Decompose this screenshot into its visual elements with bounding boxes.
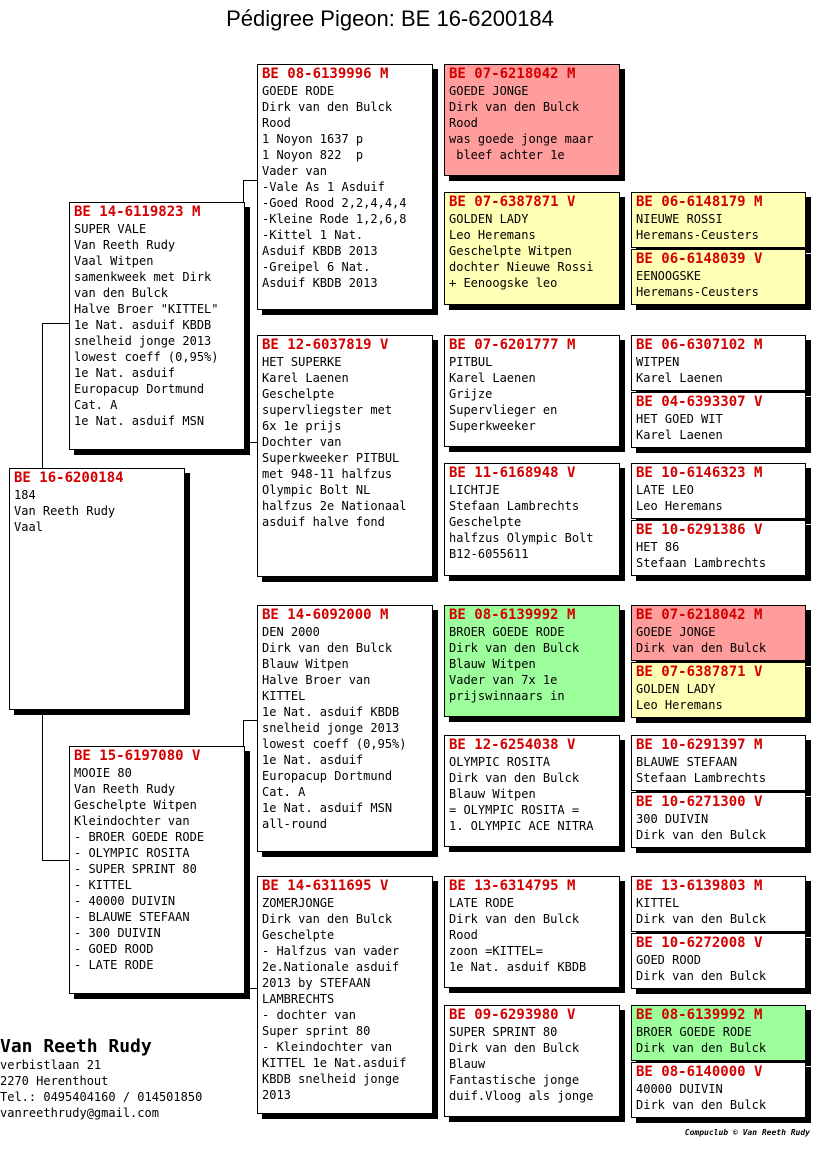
detail-line: met 948-11 halfzus	[262, 467, 393, 481]
detail-line: HET GOED WIT	[636, 412, 723, 426]
card-details	[636, 681, 801, 713]
owner-block	[0, 1036, 202, 1121]
connector-line	[622, 763, 623, 820]
connector-line	[243, 442, 258, 443]
detail-line: duif.Vloog als jonge	[449, 1089, 594, 1103]
detail-line: -Kleine Rode 1,2,6,8	[262, 212, 407, 226]
detail-line: WITPEN	[636, 355, 680, 369]
detail-line: 300 DUIVIN	[636, 812, 709, 826]
detail-line: Leo Heremans	[636, 499, 723, 513]
pigeon-card-g10	[631, 792, 806, 848]
detail-line: Olympic Bolt NL	[262, 483, 371, 497]
detail-line: SUPER SPRINT 80	[449, 1025, 558, 1039]
detail-line: GOED ROOD	[636, 953, 702, 967]
detail-line: Karel Laenen	[449, 371, 536, 385]
detail-line: - Halfzus van vader	[262, 944, 400, 958]
detail-line: 2e.Nationale asduif	[262, 960, 400, 974]
connector-line	[622, 362, 623, 419]
connector-line	[42, 323, 43, 468]
detail-line: Dirk van den Bulck	[636, 1098, 767, 1112]
card-details	[636, 1081, 801, 1113]
detail-line: 1 Noyon 822 p	[262, 148, 364, 162]
connector-line	[42, 710, 43, 860]
card-details	[636, 895, 801, 927]
card-details	[636, 268, 801, 300]
detail-line: Stefaan Lambrechts	[636, 771, 767, 785]
pigeon-card-sss	[444, 64, 620, 176]
detail-line: Van Reeth Rudy	[14, 504, 116, 518]
detail-line: KITTEL	[262, 689, 306, 703]
pigeon-card-dsd	[444, 735, 620, 847]
connector-line	[622, 492, 623, 549]
detail-line: -Kittel 1 Nat.	[262, 228, 364, 242]
detail-line: Super sprint 80	[262, 1024, 371, 1038]
detail-line: Geschelpte	[449, 515, 522, 529]
owner-name: Van Reeth Rudy	[0, 1036, 152, 1057]
ring-number: BE 14-6311695 V	[262, 878, 389, 894]
connector-line	[42, 323, 70, 324]
detail-line: halfzus 2e Nationaal	[262, 499, 407, 513]
ring-number: BE 07-6387871 V	[449, 194, 576, 210]
detail-line: Asduif KBDB 2013	[262, 244, 378, 258]
detail-line: 1e Nat. asduif KBDB	[74, 318, 212, 332]
detail-line: vanreethrudy@gmail.com	[0, 1106, 159, 1120]
detail-line: Superkweeker	[449, 419, 536, 433]
detail-line: - 300 DUIVIN	[74, 926, 161, 940]
card-details	[449, 624, 615, 704]
ring-number: BE 08-6140000 V	[636, 1064, 763, 1080]
detail-line: Dirk van den Bulck	[449, 641, 580, 655]
card-details	[636, 354, 801, 386]
detail-line: Fantastische jonge	[449, 1073, 580, 1087]
detail-line: Kleindochter van	[74, 814, 190, 828]
detail-line: Vader van 7x 1e	[449, 673, 558, 687]
detail-line: Leo Heremans	[449, 228, 536, 242]
detail-line: KBDB snelheid jonge	[262, 1072, 400, 1086]
pigeon-card-g3	[631, 335, 806, 391]
detail-line: GOEDE JONGE	[636, 625, 716, 639]
detail-line: Geschelpte	[262, 387, 335, 401]
card-details	[262, 895, 428, 1103]
detail-line: OLYMPIC ROSITA	[449, 755, 551, 769]
detail-line: Dirk van den Bulck	[262, 100, 393, 114]
detail-line: Vader van	[262, 164, 328, 178]
detail-line: Halve Broer van	[262, 673, 371, 687]
detail-line: Dochter van	[262, 435, 342, 449]
detail-line: Blauw Witpen	[449, 787, 536, 801]
detail-line: zoon =KITTEL=	[449, 944, 543, 958]
detail-line: 1 Noyon 1637 p	[262, 132, 364, 146]
detail-line: = OLYMPIC ROSITA =	[449, 803, 580, 817]
pigeon-card-g5	[631, 463, 806, 519]
detail-line: ZOMERJONGE	[262, 896, 335, 910]
pigeon-card-g7	[631, 605, 806, 661]
connector-line	[433, 398, 434, 518]
pigeon-card-g2	[631, 249, 806, 305]
card-details	[449, 83, 615, 163]
card-details	[449, 354, 615, 434]
detail-line: lowest coeff (0,95%)	[74, 350, 219, 364]
detail-line: GOEDE JONGE	[449, 84, 529, 98]
detail-line: GOLDEN LADY	[636, 682, 716, 696]
ring-number: BE 07-6218042 M	[449, 66, 576, 82]
ring-number: BE 10-6291397 M	[636, 737, 763, 753]
ring-number: BE 06-6148179 M	[636, 194, 763, 210]
detail-line: PITBUL	[449, 355, 493, 369]
detail-line: Leo Heremans	[636, 698, 723, 712]
ring-number: BE 07-6387871 V	[636, 664, 763, 680]
card-details	[14, 487, 180, 535]
detail-line: - 40000 DUIVIN	[74, 894, 176, 908]
detail-line: Cat. A	[262, 785, 306, 799]
card-details	[636, 211, 801, 243]
pigeon-card-g9	[631, 735, 806, 791]
detail-line: Superkweeker PITBUL	[262, 451, 400, 465]
detail-line: Cat. A	[74, 398, 118, 412]
detail-line: Dirk van den Bulck	[262, 912, 393, 926]
detail-line: Stefaan Lambrechts	[636, 556, 767, 570]
detail-line: Rood	[262, 116, 291, 130]
detail-line: LAMBRECHTS	[262, 992, 335, 1006]
detail-line: Van Reeth Rudy	[74, 782, 176, 796]
card-details	[636, 411, 801, 443]
detail-line: LATE RODE	[449, 896, 515, 910]
detail-line: Karel Laenen	[262, 371, 349, 385]
card-details	[636, 1024, 801, 1056]
detail-line: supervliegster met	[262, 403, 393, 417]
detail-line: Geschelpte Witpen	[74, 798, 197, 812]
detail-line: lowest coeff (0,95%)	[262, 737, 407, 751]
detail-line: 2270 Herenthout	[0, 1074, 109, 1088]
pigeon-card-sire-sire	[257, 64, 433, 310]
detail-line: Dirk van den Bulck	[636, 641, 767, 655]
detail-line: bleef achter 1e	[449, 148, 565, 162]
detail-line: GOLDEN LADY	[449, 212, 529, 226]
card-details	[74, 221, 240, 429]
pigeon-card-g13	[631, 1005, 806, 1061]
detail-line: Heremans-Ceusters	[636, 285, 759, 299]
detail-line: - dochter van	[262, 1008, 356, 1022]
card-details	[636, 624, 801, 656]
detail-line: - SUPER SPRINT 80	[74, 862, 197, 876]
ring-number: BE 07-6218042 M	[636, 607, 763, 623]
detail-line: Tel.: 0495404160 / 014501850	[0, 1090, 203, 1104]
footer-credit: Compuclub © Van Reeth Rudy	[684, 1128, 810, 1137]
detail-line: Blauw Witpen	[449, 657, 536, 671]
detail-line: halfzus Olympic Bolt	[449, 531, 594, 545]
detail-line: BROER GOEDE RODE	[636, 1025, 752, 1039]
detail-line: HET SUPERKE	[262, 355, 342, 369]
detail-line: 1. OLYMPIC ACE NITRA	[449, 819, 594, 833]
detail-line: BROER GOEDE RODE	[449, 625, 565, 639]
detail-line: Dirk van den Bulck	[636, 969, 767, 983]
detail-line: - LATE RODE	[74, 958, 154, 972]
ring-number: BE 09-6293980 V	[449, 1007, 576, 1023]
detail-line: + Eenoogske leo	[449, 276, 558, 290]
ring-number: BE 08-6139992 M	[449, 607, 576, 623]
connector-line	[622, 220, 623, 277]
card-details	[449, 211, 615, 291]
detail-line: 2013	[262, 1088, 291, 1102]
connector-line	[243, 988, 258, 989]
detail-line: NIEUWE ROSSI	[636, 212, 723, 226]
detail-line: Dirk van den Bulck	[449, 912, 580, 926]
detail-line: - KITTEL	[74, 878, 132, 892]
card-details	[262, 354, 428, 530]
detail-line: Dirk van den Bulck	[262, 641, 393, 655]
ring-number: BE 06-6148039 V	[636, 251, 763, 267]
detail-line: -Goed Rood 2,2,4,4,4	[262, 196, 407, 210]
detail-line: Vaal Witpen	[74, 254, 154, 268]
detail-line: Vaal	[14, 520, 43, 534]
detail-line: Karel Laenen	[636, 428, 723, 442]
detail-line: snelheid jonge 2013	[74, 334, 212, 348]
pigeon-card-sire-dam	[257, 335, 433, 577]
card-details	[636, 482, 801, 514]
ring-number: BE 12-6037819 V	[262, 337, 389, 353]
detail-line: 2013 by STEFAAN	[262, 976, 371, 990]
detail-line: all-round	[262, 817, 328, 831]
detail-line: 1e Nat. asduif	[74, 366, 176, 380]
detail-line: Europacup Dortmund	[262, 769, 393, 783]
card-details	[262, 83, 428, 291]
detail-line: Blauw Witpen	[262, 657, 349, 671]
detail-line: LATE LEO	[636, 483, 694, 497]
pigeon-card-sire	[69, 202, 245, 450]
ring-number: BE 14-6119823 M	[74, 204, 201, 220]
detail-line: Dirk van den Bulck	[636, 828, 767, 842]
detail-line: BLAUWE STEFAAN	[636, 755, 738, 769]
card-details	[262, 624, 428, 832]
card-details	[449, 1024, 615, 1104]
pigeon-card-ssd	[444, 192, 620, 305]
detail-line: Blauw	[449, 1057, 486, 1071]
ring-number: BE 08-6139992 M	[636, 1007, 763, 1023]
pigeon-card-g1	[631, 192, 806, 248]
card-details	[636, 539, 801, 571]
card-details	[449, 482, 615, 562]
detail-line: B12-6055611	[449, 547, 529, 561]
ring-number: BE 13-6139803 M	[636, 878, 763, 894]
ring-number: BE 10-6271300 V	[636, 794, 763, 810]
connector-line	[243, 180, 258, 181]
detail-line: 184	[14, 488, 36, 502]
page-title: Pédigree Pigeon: BE 16-6200184	[226, 6, 554, 31]
detail-line: asduif halve fond	[262, 515, 385, 529]
card-details	[636, 952, 801, 984]
pigeon-card-g11	[631, 876, 806, 932]
ring-number: BE 11-6168948 V	[449, 465, 576, 481]
ring-number: BE 08-6139996 M	[262, 66, 389, 82]
card-details	[636, 811, 801, 843]
pigeon-card-ddd	[444, 1005, 620, 1117]
detail-line: Dirk van den Bulck	[636, 1041, 767, 1055]
detail-line: -Greipel 6 Nat.	[262, 260, 371, 274]
detail-line: was goede jonge maar	[449, 132, 594, 146]
pigeon-card-main	[9, 468, 185, 710]
detail-line: HET 86	[636, 540, 680, 554]
ring-number: BE 14-6092000 M	[262, 607, 389, 623]
connector-line	[622, 632, 623, 689]
pigeon-card-dam-dam	[257, 876, 433, 1114]
detail-line: prijswinnaars in	[449, 689, 565, 703]
detail-line: Heremans-Ceusters	[636, 228, 759, 242]
detail-line: Rood	[449, 928, 478, 942]
detail-line: Geschelpte	[262, 928, 335, 942]
detail-line: Stefaan Lambrechts	[449, 499, 580, 513]
connector-line	[622, 1033, 623, 1090]
pigeon-card-sdd	[444, 463, 620, 576]
detail-line: 40000 DUIVIN	[636, 1082, 723, 1096]
ring-number: BE 10-6146323 M	[636, 465, 763, 481]
ring-number: BE 10-6291386 V	[636, 522, 763, 538]
detail-line: Dirk van den Bulck	[449, 1041, 580, 1055]
detail-line: - BLAUWE STEFAAN	[74, 910, 190, 924]
detail-line: Grijze	[449, 387, 493, 401]
connector-line	[42, 860, 70, 861]
pigeon-card-dss	[444, 605, 620, 717]
connector-line	[622, 905, 623, 962]
detail-line: Supervlieger en	[449, 403, 558, 417]
ring-number: BE 13-6314795 M	[449, 878, 576, 894]
ring-number: BE 12-6254038 V	[449, 737, 576, 753]
detail-line: - OLYMPIC ROSITA	[74, 846, 190, 860]
card-details	[636, 754, 801, 786]
ring-number: BE 04-6393307 V	[636, 394, 763, 410]
owner-contact	[0, 1057, 202, 1121]
pigeon-card-dam	[69, 746, 245, 994]
detail-line: 1e Nat. asduif MSN	[262, 801, 393, 815]
detail-line: verbistlaan 21	[0, 1058, 102, 1072]
detail-line: MOOIE 80	[74, 766, 132, 780]
connector-line	[243, 720, 258, 721]
detail-line: - GOED ROOD	[74, 942, 154, 956]
detail-line: Geschelpte Witpen	[449, 244, 572, 258]
connector-line	[433, 930, 434, 1058]
pigeon-card-g6	[631, 520, 806, 576]
detail-line: Rood	[449, 116, 478, 130]
pigeon-card-g8	[631, 662, 806, 718]
pigeon-card-g12	[631, 933, 806, 989]
ring-number: BE 16-6200184	[14, 470, 124, 486]
detail-line: Dirk van den Bulck	[636, 912, 767, 926]
ring-number: BE 15-6197080 V	[74, 748, 201, 764]
detail-line: KITTEL 1e Nat.asduif	[262, 1056, 407, 1070]
detail-line: KITTEL	[636, 896, 680, 910]
pigeon-card-g4	[631, 392, 806, 448]
detail-line: - Kleindochter van	[262, 1040, 393, 1054]
detail-line: van den Bulck	[74, 286, 168, 300]
detail-line: Europacup Dortmund	[74, 382, 205, 396]
ring-number: BE 07-6201777 M	[449, 337, 576, 353]
detail-line: Dirk van den Bulck	[449, 100, 580, 114]
detail-line: GOEDE RODE	[262, 84, 335, 98]
connector-line	[433, 665, 434, 790]
detail-line: LICHTJE	[449, 483, 500, 497]
ring-number: BE 06-6307102 M	[636, 337, 763, 353]
detail-line: 1e Nat. asduif KBDB	[262, 705, 400, 719]
pigeon-card-dam-sire	[257, 605, 433, 852]
ring-number: BE 10-6272008 V	[636, 935, 763, 951]
pigeon-card-dds	[444, 876, 620, 988]
detail-line: 1e Nat. asduif MSN	[74, 414, 205, 428]
detail-line: SUPER VALE	[74, 222, 147, 236]
detail-line: 1e Nat. asduif	[262, 753, 364, 767]
detail-line: samenkweek met Dirk	[74, 270, 212, 284]
pigeon-card-g14	[631, 1062, 806, 1118]
connector-line	[433, 125, 434, 250]
detail-line: snelheid jonge 2013	[262, 721, 400, 735]
detail-line: 1e Nat. asduif KBDB	[449, 960, 587, 974]
detail-line: dochter Nieuwe Rossi	[449, 260, 594, 274]
detail-line: EENOOGSKE	[636, 269, 702, 283]
card-details	[449, 754, 615, 834]
detail-line: 6x 1e prijs	[262, 419, 342, 433]
detail-line: - BROER GOEDE RODE	[74, 830, 205, 844]
card-details	[449, 895, 615, 975]
detail-line: Asduif KBDB 2013	[262, 276, 378, 290]
detail-line: -Vale As 1 Asduif	[262, 180, 385, 194]
card-details	[74, 765, 240, 973]
pigeon-card-sds	[444, 335, 620, 447]
detail-line: Karel Laenen	[636, 371, 723, 385]
detail-line: Dirk van den Bulck	[449, 771, 580, 785]
detail-line: Van Reeth Rudy	[74, 238, 176, 252]
detail-line: Halve Broer "KITTEL"	[74, 302, 219, 316]
detail-line: DEN 2000	[262, 625, 320, 639]
